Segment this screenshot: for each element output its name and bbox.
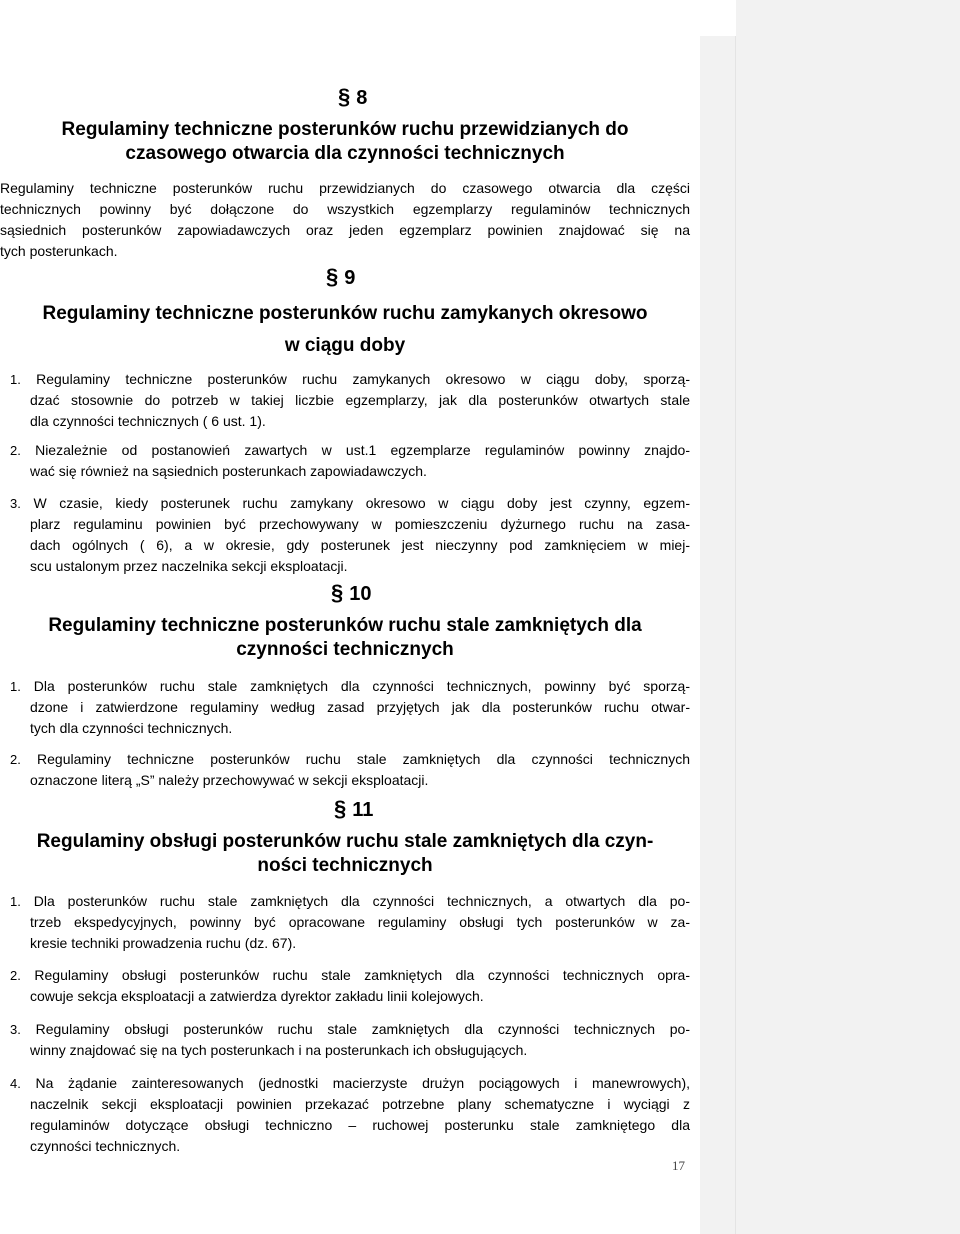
section-10-item-1: 1. Dla posterunków ruchu stale zamkniętych dla czynności technicznych, powinny być sporzą- dzone i zatwierdzone regulaminy według zasad przyjętych jak dla posterunków ruchu otwar- tych dla czynności technicznych. xyxy=(10,678,690,736)
section-sign-icon: § xyxy=(331,580,344,605)
margin-corner xyxy=(700,0,736,36)
section-title-11: Regulaminy obsługi posterunków ruchu stale zamkniętych dla czyn- ności technicznych xyxy=(36,831,654,876)
section-11-item-2: 2. Regulaminy obsługi posterunków ruchu stale zamkniętych dla czynności technicznych opra- cowuje sekcja eksploatacji a zatwierdza dyrektor zakładu linii kolejowych. xyxy=(10,967,691,1004)
page-number: 17 xyxy=(672,1158,685,1173)
section-sign-icon: § xyxy=(326,264,339,289)
section-8-paragraph: Regulaminy techniczne posterunków ruchu przewidzianych do czasowego otwarcia dla części technicznych powinny być dołączone do wszystkich egzemplarzy regulaminów technicznych sąsiednich posterunków zapowiadawczych oraz jeden egzemplarz powinien znajdować się na tych posterunkach. xyxy=(0,180,690,259)
section-title-9: Regulaminy techniczne posterunków ruchu zamykanych okresowo w ciągu doby xyxy=(42,303,648,356)
section-mark-11: § 11 xyxy=(334,796,374,821)
section-10-item-2: 2. Regulaminy techniczne posterunków ruchu stale zamkniętych dla czynności technicznych oznaczone literą „S” należy przechowywać w sekcji eksploatacji. xyxy=(10,751,691,788)
section-mark-9: § 9 xyxy=(326,264,356,289)
section-sign-icon: § xyxy=(338,84,351,109)
section-9-item-1: 1. Regulaminy techniczne posterunków ruchu zamykanych okresowo w ciągu doby, sporzą- dzać stosownie do potrzeb w takiej liczbie egzemplarzy, jak dla posterunków otwartych stale dla czynności technicznych ( 6 ust. 1). xyxy=(10,371,690,429)
section-title-8: Regulaminy techniczne posterunków ruchu przewidzianych do czasowego otwarcia dla czynności technicznych xyxy=(61,119,629,164)
section-11-item-3: 3. Regulaminy obsługi posterunków ruchu stale zamkniętych dla czynności technicznych po- winny znajdować się na tych posterunkach i na posterunkach ich obsługujących. xyxy=(10,1021,691,1058)
comment-margin xyxy=(700,0,960,1234)
section-title-10: Regulaminy techniczne posterunków ruchu stale zamkniętych dla czynności technicznych xyxy=(48,615,642,660)
section-11-item-1: 1. Dla posterunków ruchu stale zamkniętych dla czynności technicznych, a otwartych dla po- trzeb ekspedycyjnych, powinny być opracowane regulaminy obsługi tych posterunków w za- kresie techniki prowadzenia ruchu (dz. 67). xyxy=(10,893,691,951)
section-sign-icon: § xyxy=(334,796,347,821)
margin-edge xyxy=(700,36,736,1234)
section-11-item-4: 4. Na żądanie zainteresowanych (jednostki macierzyste drużyn pociągowych i manewrowych), naczelnik sekcji eksploatacji powinien przekazać potrzebne plany schematyczne i wyciągi z regulaminów dotyczące obsługi techniczno – ruchowej posterunku stale zamkniętego dla czynności technicznych. xyxy=(10,1075,691,1154)
section-mark-10: § 10 xyxy=(331,580,372,605)
section-9-item-2: 2. Niezależnie od postanowień zawartych w ust.1 egzemplarze regulaminów powinny znajdo- wać się również na sąsiednich posterunkach zapowiadawczych. xyxy=(10,442,690,479)
section-mark-8: § 8 xyxy=(338,84,368,109)
section-9-item-3: 3. W czasie, kiedy posterunek ruchu zamykany okresowo w ciągu doby jest czynny, egzem- plarz regulaminu powinien być przechowywany w pomieszczeniu dyżurnego ruchu na zasa- dach ogólnych ( 6), a w okresie, gdy posterunek jest nieczynny pod zamknięciem w miej- scu ustalonym przez naczelnika sekcji eksploatacji. xyxy=(10,495,691,574)
